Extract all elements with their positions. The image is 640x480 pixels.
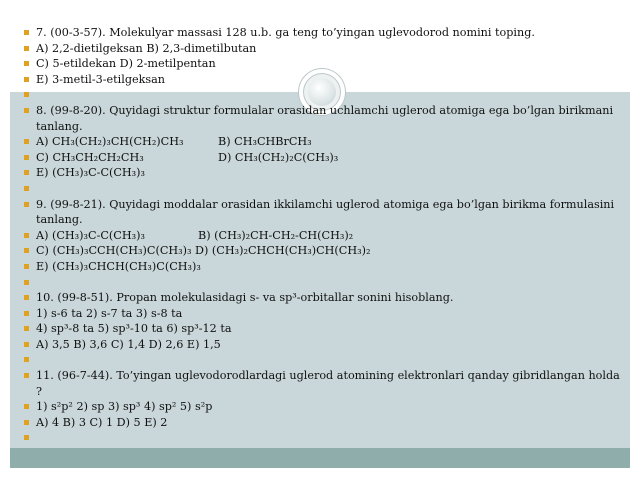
slide-content (24, 25, 624, 446)
q9-option-a: A) (CH₃)₃C-C(CH₃)₃ (36, 228, 145, 242)
q11-options: A) 4 B) 3 C) 1 D) 5 E) 2 (24, 415, 624, 431)
blank-line (24, 430, 624, 446)
blank-line (24, 87, 624, 103)
q10-items-123: 1) s-6 ta 2) s-7 ta 3) s-8 ta (24, 306, 624, 322)
q8-options-ab (24, 134, 624, 150)
q7-options-cd: C) 5-etildekan D) 2-metilpentan (24, 56, 624, 72)
q9-option-e: E) (CH₃)₃CHCH(CH₃)C(CH₃)₃ (24, 259, 624, 275)
blank-line (24, 275, 624, 291)
q8-option-a: A) CH₃(CH₂)₃CH(CH₂)CH₃ (36, 135, 184, 149)
blank-line (24, 181, 624, 197)
q11-question: 11. (96-7-44). To’yingan uglevodorodlardagi uglerod atomining elektronlari qanday gibridlangan holda ? (24, 368, 624, 399)
blank-line (24, 352, 624, 368)
q10-options: A) 3,5 B) 3,6 C) 1,4 D) 2,6 E) 1,5 (24, 337, 624, 353)
q7-option-e: E) 3-metil-3-etilgeksan (24, 72, 624, 88)
q8-option-e: E) (CH₃)₃C-C(CH₃)₃ (24, 165, 624, 181)
q8-option-d: D) CH₃(CH₂)₂C(CH₃)₃ (218, 150, 339, 164)
q8-option-b: B) CH₃CHBrCH₃ (218, 135, 312, 149)
q8-option-c: C) CH₃CH₂CH₂CH₃ (36, 150, 144, 164)
q9-options-ab (24, 228, 624, 244)
q9-question: 9. (99-8-21). Quyidagi moddalar orasidan ikkilamchi uglerod atomiga ega bo’lgan birikma formulasini tanlang. (24, 197, 624, 228)
q9-option-b: B) (CH₃)₂CH-CH₂-CH(CH₃)₂ (198, 228, 354, 242)
q8-options-cd (24, 150, 624, 166)
q10-items-456: 4) sp³-8 ta 5) sp³-10 ta 6) sp³-12 ta (24, 321, 624, 337)
q11-items: 1) s²p² 2) sp 3) sp³ 4) sp² 5) s²p (24, 399, 624, 415)
q8-question: 8. (99-8-20). Quyidagi struktur formulalar orasidan uchlamchi uglerod atomiga ega bo’lgan birikmani tanlang. (24, 103, 624, 134)
q9-options-cd: C) (CH₃)₃CCH(CH₃)C(CH₃)₃ D) (CH₃)₂CHCH(CH₃)CH(CH₃)₂ (24, 243, 624, 259)
q7-question: 7. (00-3-57). Molekulyar massasi 128 u.b. ga teng to’yingan uglevodorod nomini toping. (24, 25, 624, 41)
q7-options-ab: A) 2,2-dietilgeksan B) 2,3-dimetilbutan (24, 41, 624, 57)
q10-question: 10. (99-8-51). Propan molekulasidagi s- va sp³-orbitallar sonini hisoblang. (24, 290, 624, 306)
slide-footer-band (10, 448, 630, 468)
